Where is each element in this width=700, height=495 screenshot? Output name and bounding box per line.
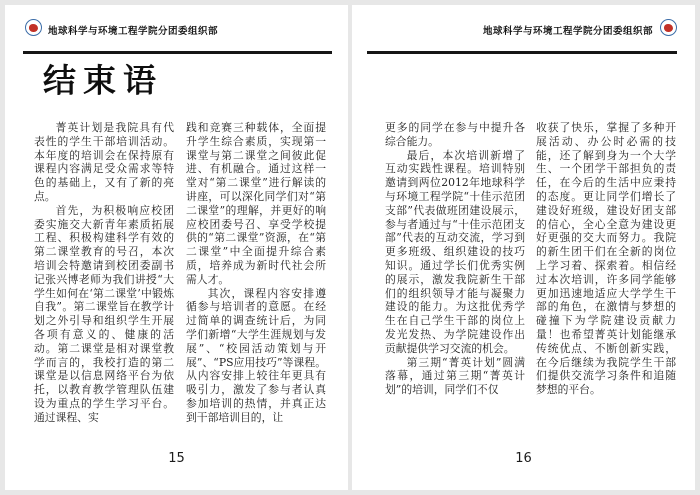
header-rule bbox=[23, 51, 332, 54]
body-paragraph: 第三期“菁英计划”圆满落幕，通过第三期“菁英计划”的培训，同学们不仅 bbox=[385, 355, 525, 397]
body-paragraph: 收获了快乐，掌握了多种开展活动、办公时必需的技能，还了解到身为一个大学生、一个团学干部担负的责任，在今后的生活中应秉持的态度。更让同学们增长了建设好班级，建设好团支部的信心，全心全意为建设更好更强的交大而努力。我院的新生团干们在全新的岗位上学习着、探索着。相信经过本次培训，许多同学能够更加迅速地适应大学学生干部的角色，在激情与梦想的碰撞下为学院建设贡献力量！也希望菁英计划能继承传统优点、不断创新实践，在今后继续为我院学生干部们提供交流学习条件和追随梦想的平台。 bbox=[536, 121, 676, 397]
header-institution-text: 地球科学与环境工程学院分团委组织部 bbox=[48, 26, 219, 37]
page-number: 15 bbox=[168, 451, 185, 466]
header-rule bbox=[367, 51, 677, 54]
seal-emblem-icon bbox=[664, 24, 673, 32]
body-paragraph: 其次，课程内容安排遵循参与培训者的意愿。在经过简单的调查统计后，为同学们新增“大学生涯规划与发展”、“校园活动策划与开展”、“PS应用技巧”等课程。从内容安排上较往年更具有吸引力，激发了参与者认真参加培训的热情，并真正达到干部培训目的，让 bbox=[186, 286, 326, 424]
text-column bbox=[536, 121, 676, 437]
body-paragraph: 菁英计划是我院具有代表性的学生干部培训活动。本年度的培训会在保持原有课程内容满足受众需求等特色的基础上，又有了新的亮点。 bbox=[34, 121, 174, 203]
chapter-title: 结束语 bbox=[43, 61, 163, 100]
left-page-header bbox=[5, 17, 348, 41]
body-paragraph: 更多的同学在参与中提升各综合能力。 bbox=[385, 121, 525, 148]
seal-emblem-icon bbox=[29, 24, 38, 32]
body-paragraph: 最后，本次培训新增了互动实践性课程。培训特别邀请到两位2012年地球科学与环境工程学院“十佳示范团支部”代表做班团建设展示，参与者通过与“十佳示范团支部”代表的互动交流，学习到更多班级、组织建设的技巧知识。通过学长们优秀实例的展示，激发我院新生干部们的组织领导才能与凝聚力建设的能力。为这批优秀学生在自己学生干部的岗位上发光发热、为学院建设作出贡献提供学习交流的机会。 bbox=[385, 148, 525, 355]
page-number: 16 bbox=[515, 451, 532, 466]
body-paragraph: 首先，为积极响应校团委实施交大新青年素质拓展工程、积极构建科学有效的第二课堂教育的号召，本次培训会特邀请到校团委副书记张兴博老师为我们讲授“大学生如何在‘第二课堂’中锻炼自我”。第二课堂旨在教学计划之外引导和组织学生开展各项有意义的、健康的活动。第二课堂是相对课堂教学而言的，我校打造的第二课堂是以信息网络平台为依托，以教育教学管理队伍建设为重点的学生学习平台。通过课程、实 bbox=[34, 203, 174, 424]
university-seal-icon bbox=[660, 19, 677, 36]
right-page bbox=[352, 5, 695, 490]
text-column bbox=[186, 121, 326, 437]
text-column bbox=[34, 121, 174, 437]
text-column bbox=[385, 121, 525, 437]
university-seal-icon bbox=[25, 19, 42, 36]
body-paragraph: 践和竞赛三种载体，全面提升学生综合素质，实现第一课堂与第二课堂之间彼此促进、有机融合。通过这样一堂对“第二课堂”进行解读的讲座，可以深化同学们对“第二课堂”的理解，并更好的响应校团委号召、享受学校提供的“第二课堂”资源，在“第二课堂”中全面提升综合素质，培养成为新时代社会所需人才。 bbox=[186, 121, 326, 286]
left-page bbox=[5, 5, 348, 490]
header-institution-text: 地球科学与环境工程学院分团委组织部 bbox=[482, 26, 653, 37]
right-page-header bbox=[352, 17, 695, 41]
